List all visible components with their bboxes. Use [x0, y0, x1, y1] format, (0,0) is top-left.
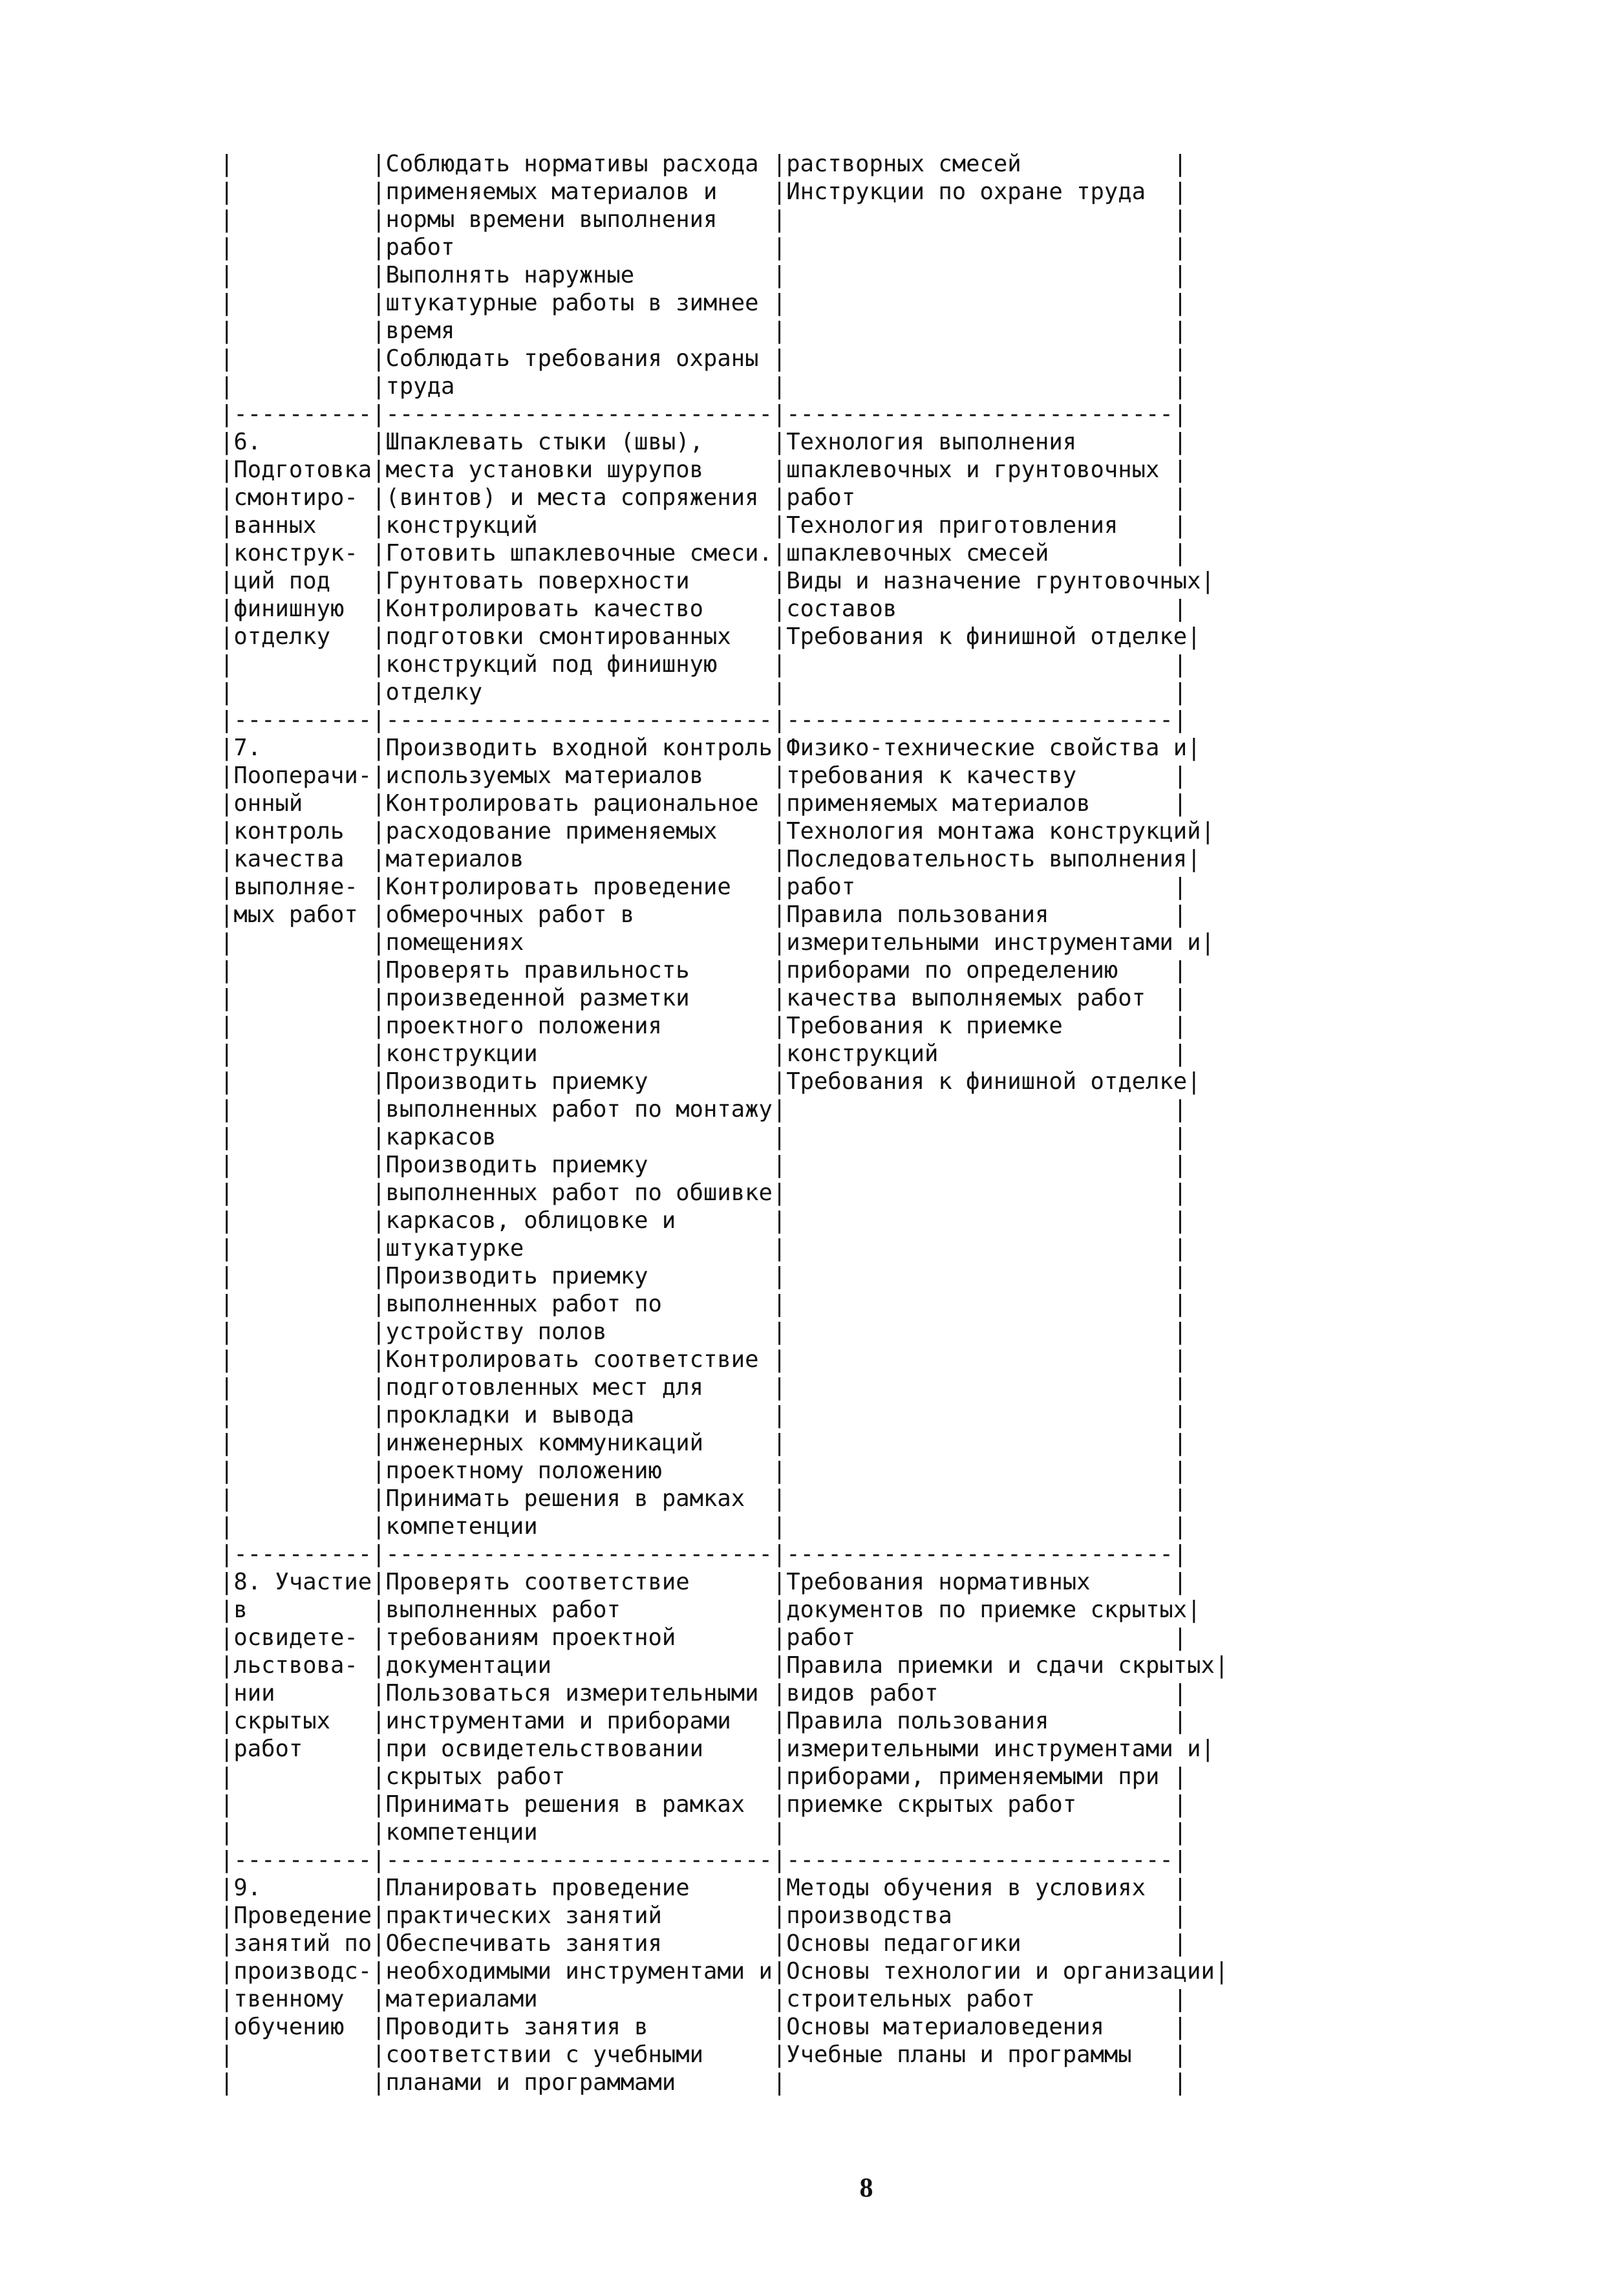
table-line: |смонтиро- |(винтов) и места сопряжения |работ |: [220, 484, 1188, 511]
table-line: | |Принимать решения в рамках |приемке скрытых работ |: [220, 1791, 1188, 1818]
table-line: | |Проверять правильность |приборами по определению |: [220, 957, 1188, 984]
table-line: |в |выполненных работ |документов по приемке скрытых|: [220, 1597, 1201, 1623]
table-line: | |штукатурке | |: [220, 1235, 1188, 1262]
table-line: | |скрытых работ |приборами, применяемыми при |: [220, 1763, 1188, 1790]
table-line: | |Контролировать соответствие | |: [220, 1346, 1188, 1373]
table-line: |Подготовка|места установки шурупов |шпаклевочных и грунтовочных |: [220, 457, 1188, 483]
table-line: | |проектному положению | |: [220, 1458, 1188, 1484]
table-line: |----------|----------------------------|----------------------------|: [220, 1541, 1188, 1567]
table-line: | |соответствии с учебными |Учебные планы и программы |: [220, 2041, 1188, 2068]
table-line: |конструк- |Готовить шпаклевочные смеси.|шпаклевочных смесей |: [220, 540, 1188, 566]
table-line: |освидете- |требованиям проектной |работ |: [220, 1624, 1188, 1651]
table-line: |6. |Шпаклевать стыки (швы), |Технология выполнения |: [220, 429, 1188, 455]
table-line: |Проведение|практических занятий |производства |: [220, 1902, 1188, 1929]
table-line: |Пооперачи-|используемых материалов |требования к качеству |: [220, 762, 1188, 789]
table-line: | |работ | |: [220, 234, 1188, 261]
table-line: |льствова- |документации |Правила приемки и сдачи скрытых|: [220, 1652, 1229, 1679]
table-line: |занятий по|Обеспечивать занятия |Основы педагогики |: [220, 1930, 1188, 1957]
table-line: | |каркасов | |: [220, 1124, 1188, 1150]
table-line: |качества |материалов |Последовательность выполнения|: [220, 846, 1201, 872]
table-line: |скрытых |инструментами и приборами |Правила пользования |: [220, 1708, 1188, 1734]
table-line: |мых работ |обмерочных работ в |Правила пользования |: [220, 901, 1188, 928]
table-line: | |отделку | |: [220, 679, 1188, 705]
table-line: |отделку |подготовки смонтированных |Требования к финишной отделке|: [220, 623, 1201, 650]
table-line: | |конструкций под финишную | |: [220, 651, 1188, 678]
table-line: |контроль |расходование применяемых |Технология монтажа конструкций|: [220, 818, 1215, 845]
table-line: | |конструкции |конструкций |: [220, 1040, 1188, 1067]
table-line: |нии |Пользоваться измерительными |видов работ |: [220, 1680, 1188, 1706]
table-line: | |Выполнять наружные | |: [220, 262, 1188, 288]
table-line: |----------|----------------------------|----------------------------|: [220, 707, 1188, 733]
table-line: | |штукатурные работы в зимнее | |: [220, 290, 1188, 316]
table-line: | |проектного положения |Требования к приемке |: [220, 1013, 1188, 1039]
table-line: | |Принимать решения в рамках | |: [220, 1485, 1188, 1512]
table-line: | |устройству полов | |: [220, 1319, 1188, 1345]
table-line: |твенному |материалами |строительных работ |: [220, 1986, 1188, 2012]
table-line: | |произведенной разметки |качества выполняемых работ |: [220, 985, 1188, 1011]
table-line: |онный |Контролировать рациональное |применяемых материалов |: [220, 790, 1188, 817]
table-line: | |каркасов, облицовке и | |: [220, 1207, 1188, 1234]
table-line: |----------|----------------------------|----------------------------|: [220, 1847, 1188, 1873]
table-line: | |прокладки и вывода | |: [220, 1402, 1188, 1428]
table-line: | |Соблюдать требования охраны | |: [220, 345, 1188, 372]
table-line: | |инженерных коммуникаций | |: [220, 1430, 1188, 1456]
table-line: | |труда | |: [220, 373, 1188, 400]
competency-table: [220, 150, 1319, 2096]
table-line: |----------|----------------------------|----------------------------|: [220, 401, 1188, 427]
table-line: | |компетенции | |: [220, 1513, 1188, 1540]
table-line: | |Производить приемку | |: [220, 1152, 1188, 1178]
table-line: | |Соблюдать нормативы расхода |растворных смесей |: [220, 151, 1188, 177]
table-line: | |Производить приемку |Требования к финишной отделке|: [220, 1068, 1201, 1095]
table-line: |обучению |Проводить занятия в |Основы материаловедения |: [220, 2014, 1188, 2040]
table-line: | |выполненных работ по монтажу| |: [220, 1096, 1188, 1123]
table-line: | |помещениях |измерительными инструментами и|: [220, 929, 1215, 956]
table-line: |ций под |Грунтовать поверхности |Виды и назначение грунтовочных|: [220, 568, 1215, 594]
table-line: |ванных |конструкций |Технология приготовления |: [220, 512, 1188, 539]
table-line: | |компетенции | |: [220, 1819, 1188, 1846]
table-line: | |Производить приемку | |: [220, 1263, 1188, 1289]
table-line: | |нормы времени выполнения | |: [220, 206, 1188, 233]
table-line: | |планами и программами | |: [220, 2069, 1188, 2096]
table-line: |выполняе- |Контролировать проведение |работ |: [220, 874, 1188, 900]
table-line: | |применяемых материалов и |Инструкции по охране труда |: [220, 178, 1188, 205]
table-line: |8. Участие|Проверять соответствие |Требования нормативных |: [220, 1569, 1188, 1595]
page-number: 8: [859, 2173, 873, 2203]
table-line: | |подготовленных мест для | |: [220, 1374, 1188, 1401]
table-line: |финишную |Контролировать качество |составов |: [220, 596, 1188, 622]
table-line: |7. |Производить входной контроль|Физико-технические свойства и|: [220, 735, 1201, 761]
table-line: | |время | |: [220, 318, 1188, 344]
table-line: |работ |при освидетельствовании |измерительными инструментами и|: [220, 1736, 1215, 1762]
table-line: |производс-|необходимыми инструментами и|Основы технологии и организации|: [220, 1958, 1229, 1985]
table-line: | |выполненных работ по обшивке| |: [220, 1179, 1188, 1206]
document-page: [220, 150, 1319, 2096]
table-line: | |выполненных работ по | |: [220, 1291, 1188, 1317]
table-line: |9. |Планировать проведение |Методы обучения в условиях |: [220, 1875, 1188, 1901]
